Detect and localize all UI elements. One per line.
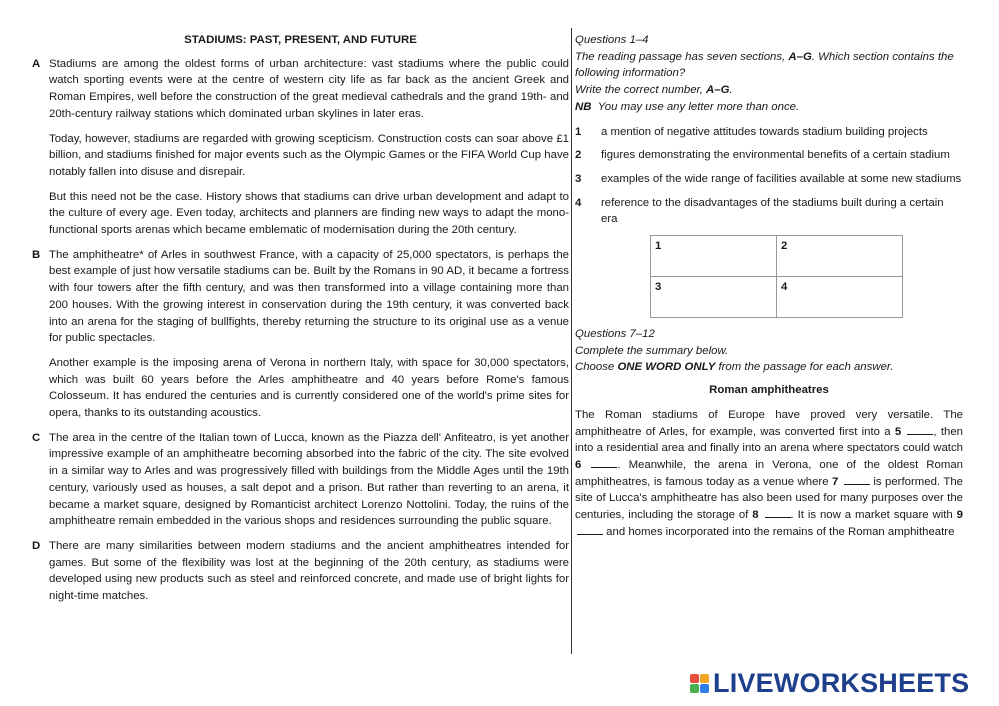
questions-7-12-instruction-2: Choose ONE WORD ONLY from the passage for each answer. [575, 361, 894, 374]
reading-passage [32, 32, 569, 613]
question-item: 4 reference to the disadvantages of the stadiums built during a certain era [575, 196, 944, 226]
paragraph: There are many similarities between modern stadiums and the ancient amphitheatres intended for games. But some of the flexibility was lost at the beginning of the 20th century, as stadiums were developed using new products such as steel and reinforced concrete, and made use of bright lights for night-time matches. [49, 539, 569, 603]
questions-1-4-heading: Questions 1–4 [575, 34, 649, 46]
summary-title: Roman amphitheatres [709, 384, 829, 397]
question-item: 2 figures demonstrating the environmental benefits of a certain stadium [575, 149, 950, 162]
answer-box-1[interactable]: 1 [651, 236, 777, 277]
summary-text: The Roman stadiums of Europe have proved very versatile. The amphitheatre of Arles, for example, was converted first into a 5 , then into a residential area and finally into an arena where spectators could watch 6 . Meanwhile, the arena in Verona, one of the oldest Roman amphitheatres, is famous today as a venue where 7 is performed. The site of Lucca's amphitheatre has also been used for many purposes over the centuries, including the storage of 8 . It is now a market square with 9 and homes incorporated into the remains of the Roman amphitheatre [575, 408, 964, 538]
nb-note: NB You may use any letter more than once. [575, 100, 800, 113]
questions-1-4-instruction: The reading passage has seven sections, A–G. Which section contains the following information? [575, 50, 954, 80]
section-letter: B [32, 248, 41, 261]
questions-7-12-instruction: Complete the summary below. [575, 344, 729, 357]
gap-number: 8 [752, 509, 759, 522]
questions-panel [575, 32, 963, 540]
liveworksheets-logo [690, 668, 969, 698]
question-item: 3 examples of the wide range of facilities available at some new stadiums [575, 172, 962, 185]
gap-number: 7 [832, 475, 839, 488]
logo-icon [690, 674, 709, 693]
answer-box-3[interactable]: 3 [651, 277, 777, 318]
passage-title: STADIUMS: PAST, PRESENT, AND FUTURE [184, 34, 417, 46]
column-divider [571, 28, 572, 654]
section-d [32, 538, 569, 605]
gap-number: 9 [956, 509, 964, 522]
gap-6[interactable] [591, 457, 617, 468]
paragraph: The amphitheatre* of Arles in southwest France, with a capacity of 25,000 spectators, is perhaps the best example of just how versatile stadiums can be. Built by the Romans in 90 AD, it became a fortress with four towers after the fifth century, and was then transformed into a village containing more than 200 houses. With the growing interest in conservation during the 19th century, it was converted back into an arena for the staging of bullfights, thereby returning the structure to its original use as a venue for public spectacles. [49, 248, 569, 345]
section-letter: A [32, 57, 41, 70]
section-b [32, 247, 569, 422]
logo-square [690, 674, 699, 683]
gap-8[interactable] [765, 507, 791, 518]
paragraph: Today, however, stadiums are regarded with growing scepticism. Construction costs can soar above £1 billion, and stadiums finished for major events such as the Olympic Games or the FIFA World Cup have notably fallen into disuse and disrepair. [49, 132, 569, 178]
answer-grid [650, 235, 903, 318]
paragraph: But this need not be the case. History shows that stadiums can drive urban development and adapt to the culture of every age. Even today, architects and planners are finding new ways to adapt the mono-functional sports arenas which became emblematic of modernisation during the 20th century. [49, 190, 569, 237]
gap-number: 5 [894, 425, 902, 438]
gap-number: 6 [575, 458, 582, 471]
logo-square [690, 684, 699, 693]
gap-7[interactable] [844, 474, 870, 485]
questions-7-12-heading: Questions 7–12 [575, 328, 655, 341]
paragraph: The area in the centre of the Italian town of Lucca, known as the Piazza dell' Anfiteatro, is yet another impressive example of an amphitheatre becoming absorbed into the fabric of the city. The site evolved in a similar way to Arles and was progressively filled with buildings from the Middle Ages until the 19th century, variously used as houses, a salt depot and a prison. But rather than reverting to an arena, it became a market square, designed by Romanticist architect Lorenzo Nottolini. Today, the ruins of the amphitheatre remain embedded in the various shops and residences surrounding the public square. [49, 431, 569, 528]
section-letter: C [32, 431, 41, 444]
section-letter: D [32, 539, 41, 552]
answer-box-4[interactable]: 4 [777, 277, 903, 318]
logo-square [700, 684, 709, 693]
section-a [32, 56, 569, 239]
gap-5[interactable] [907, 424, 933, 435]
logo-square [700, 674, 709, 683]
question-item: 1 a mention of negative attitudes towards stadium building projects [575, 125, 928, 138]
paragraph: Stadiums are among the oldest forms of urban architecture: vast stadiums where the public could watch sporting events were at the centre of western city life as far back as the ancient Greek and Roman Empires, well before the construction of the great medieval cathedrals and the grand 19th- and 20th-century railway stations which dominated urban skylines in later eras. [49, 57, 569, 120]
questions-1-4-instruction-2: Write the correct number, A–G. [575, 84, 733, 97]
answer-box-2[interactable]: 2 [777, 236, 903, 277]
gap-9[interactable] [577, 524, 603, 535]
section-c [32, 430, 569, 530]
logo-text: LIVEWORKSHEETS [713, 667, 970, 698]
paragraph: Another example is the imposing arena of Verona in northern Italy, with space for 30,000 spectators, which was built 60 years before the Arles amphitheatre and 40 years before Rome's famous Colosseum. It has endured the centuries and is currently considered one of the world's prime sites for opera, thanks to its outstanding acoustics. [49, 356, 569, 420]
